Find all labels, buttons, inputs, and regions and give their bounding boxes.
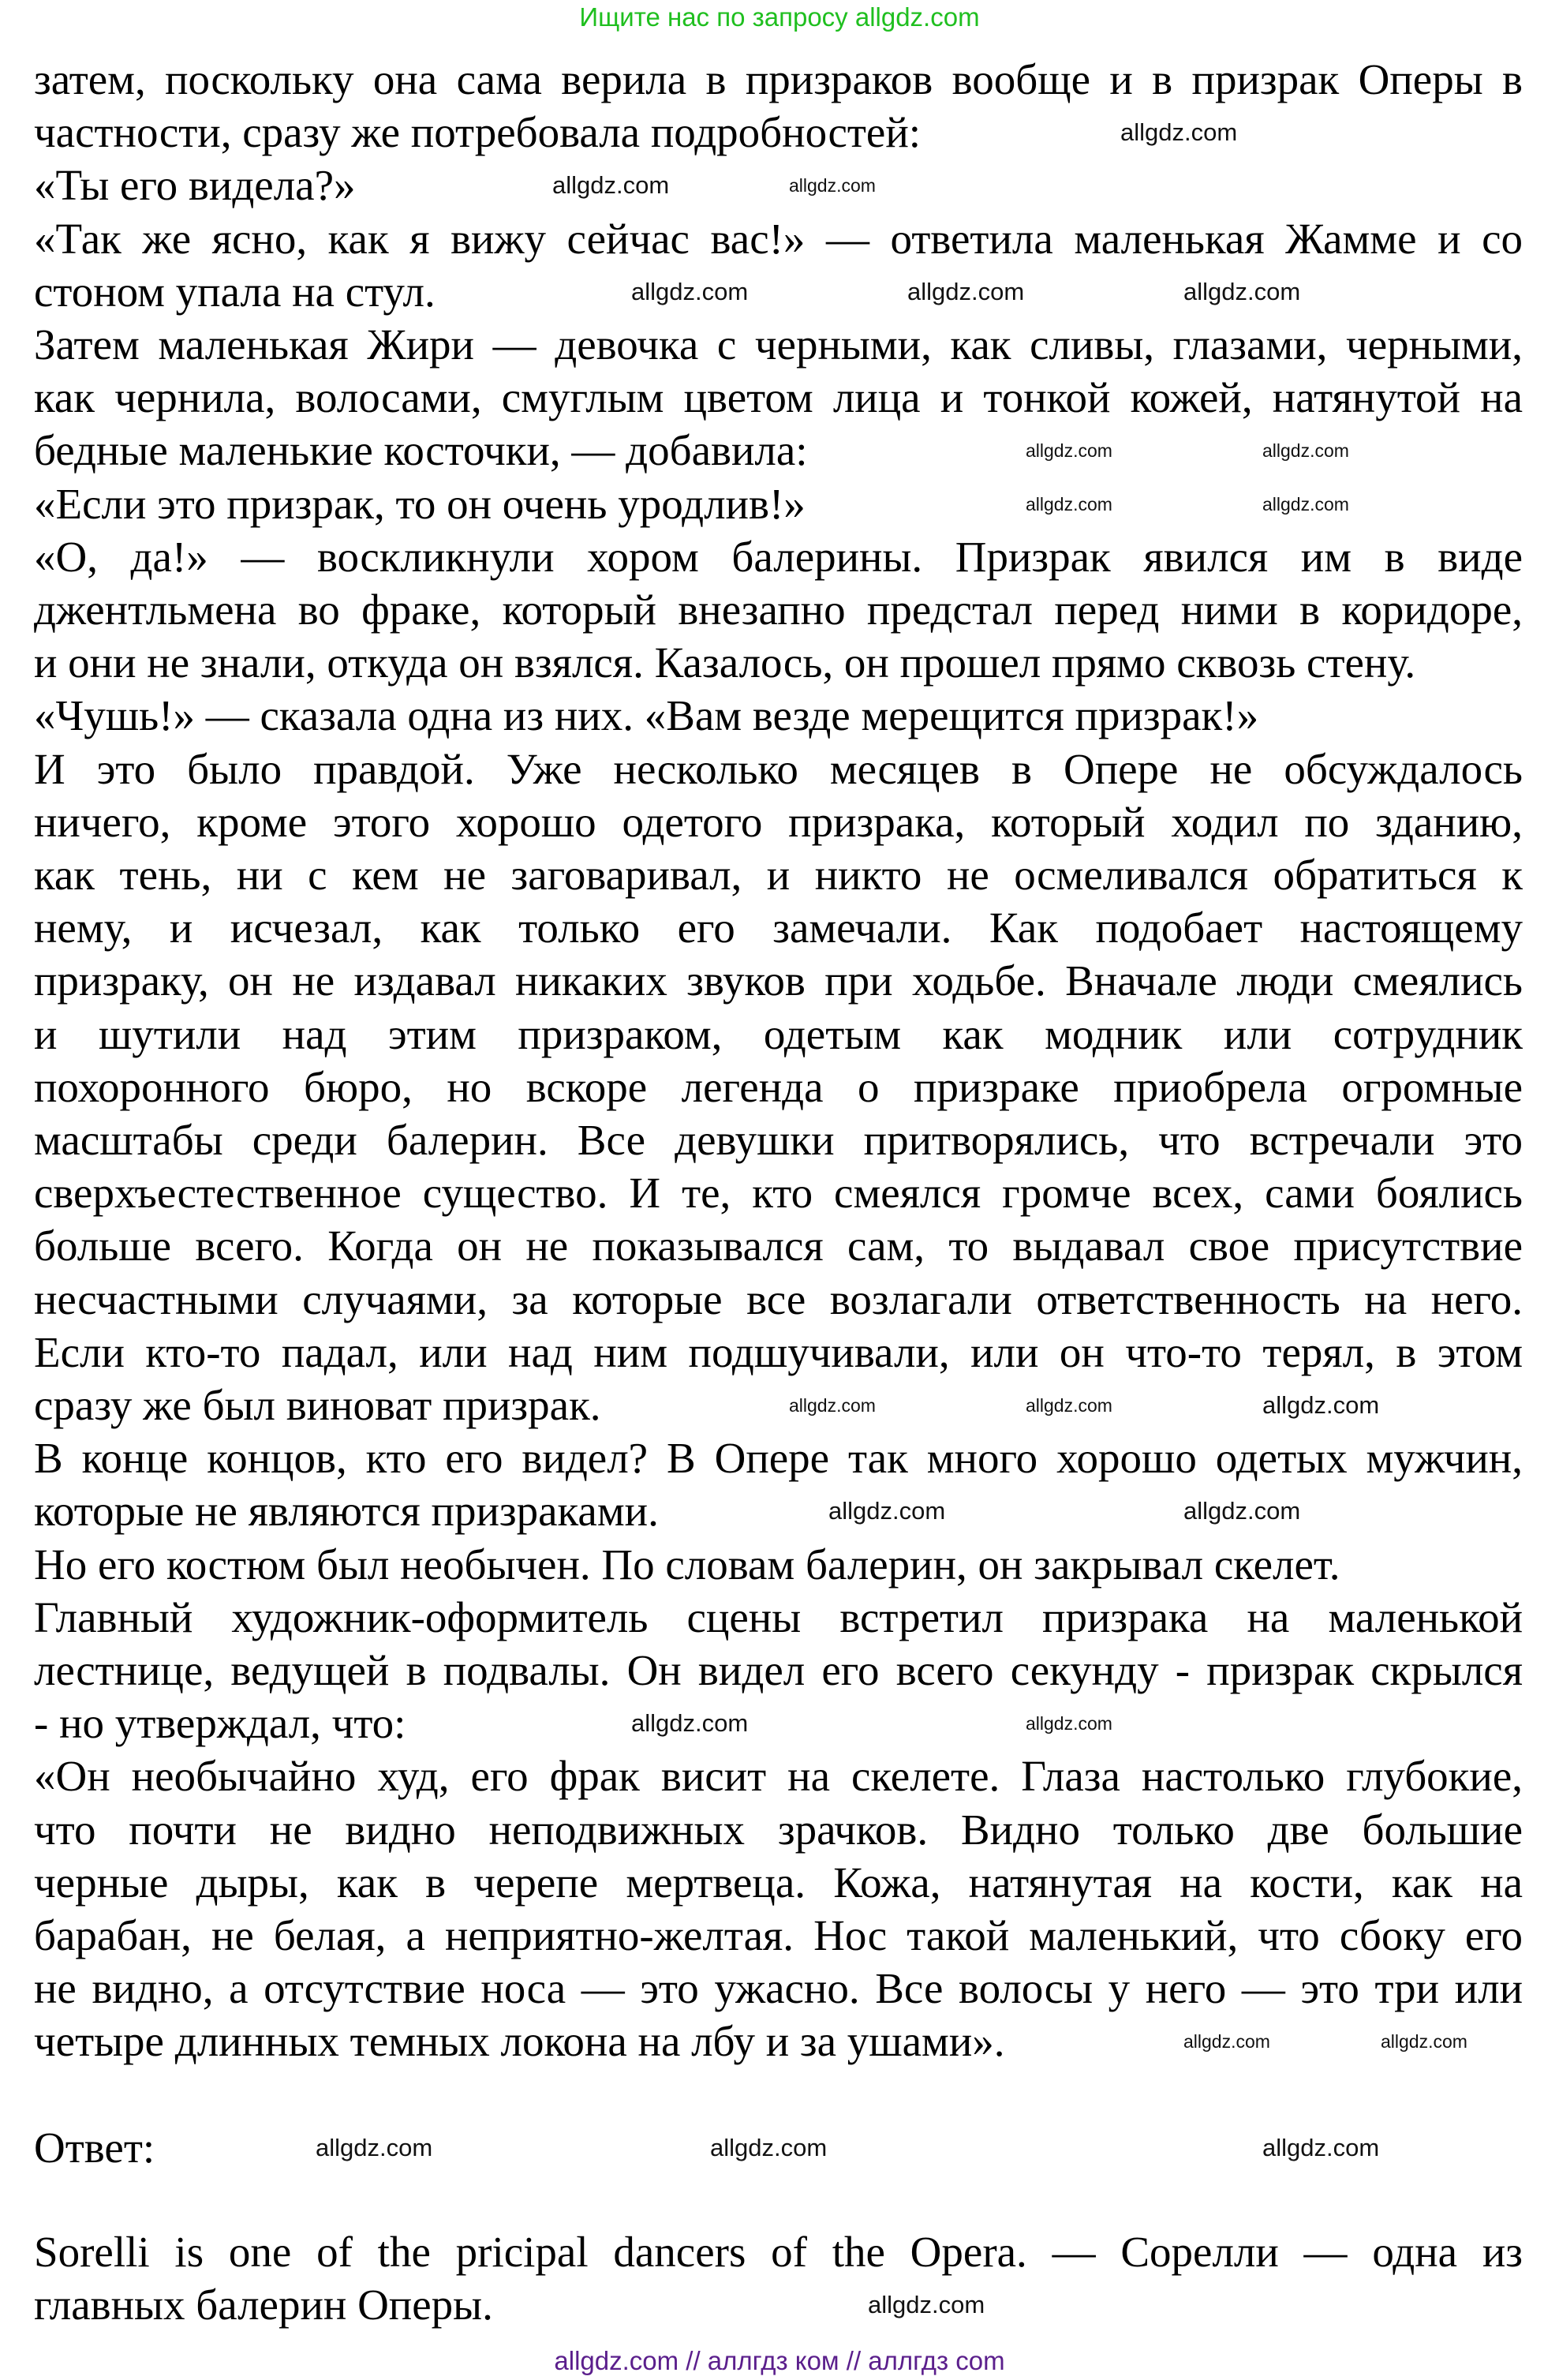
text-line: затем, поскольку она сама верила в призраков вообще и в призрак Оперы в [34,55,1523,103]
text-line: не видно, а отсутствие носа — это ужасно. Все волосы у него — это три или [34,1964,1523,2013]
text-line: стоном упала на стул. [34,267,436,316]
watermark-text: allgdz.com [1262,2134,1380,2161]
watermark-text: allgdz.com [1026,440,1112,462]
text-line: несчастными случаями, за которые все возлагали ответственность на него. [34,1274,1523,1323]
watermark-text: allgdz.com [1262,493,1349,515]
watermark-text: allgdz.com [789,175,876,196]
text-line: «Чушь!» — сказала одна из них. «Вам везде мерещится призрак!» [34,691,1259,740]
site-search-banner: Ищите нас по запросу allgdz.com [579,2,980,32]
text-line: бедные маленькие косточки, — добавила: [34,426,808,475]
text-line: ничего, кроме этого хорошо одетого призрака, который ходил по зданию, [34,797,1523,846]
watermark-text: allgdz.com [1262,1391,1380,1419]
watermark-text: allgdz.com [1026,1395,1112,1416]
watermark-text: allgdz.com [1262,440,1349,462]
text-line: сверхъестественное существо. И те, кто смеялся громче всех, сами боялись [34,1169,1523,1218]
answer-line: Sorelli is one of the pricipal dancers of the Opera. — Сорелли — одна из [34,2228,1523,2276]
watermark-text: allgdz.com [828,1497,946,1525]
watermark-text: allgdz.com [1026,493,1112,515]
watermark-text: allgdz.com [631,1709,749,1738]
text-line: призраку, он не издавал никаких звуков при ходьбе. Вначале люди смеялись [34,956,1523,1005]
text-line: «Если это призрак, то он очень уродлив!» [34,479,806,528]
watermark-text: allgdz.com [710,2134,828,2161]
text-line: «О, да!» — воскликнули хором балерины. Призрак явился им в виде [34,532,1523,581]
watermark-text: allgdz.com [1381,2031,1467,2053]
watermark-text: allgdz.com [1183,277,1301,305]
text-line: частности, сразу же потребовала подробностей: [34,108,922,157]
watermark-text: allgdz.com [1183,1497,1301,1525]
watermark-text: allgdz.com [907,277,1025,305]
text-line: похоронного бюро, но вскоре легенда о призраке приобрела огромные [34,1062,1523,1111]
watermark-text: allgdz.com [552,171,670,200]
text-line: Главный художник-оформитель сцены встретил призрака на маленькой [34,1592,1523,1641]
text-line: черные дыры, как в черепе мертвеца. Кожа, натянутая на кости, как на [34,1858,1523,1907]
text-line: масштабы среди балерин. Все девушки притворялись, что встречали это [34,1116,1523,1164]
text-line: - но утверждал, что: [34,1699,406,1748]
text-line: Но его костюм был необычен. По словам балерин, он закрывал скелет. [34,1540,1340,1589]
watermark-text: allgdz.com [631,277,749,305]
watermark-text: allgdz.com [1026,1713,1112,1734]
watermark-text: allgdz.com [316,2134,433,2161]
text-line: И это было правдой. Уже несколько месяцев в Опере не обсуждалось [34,744,1523,793]
text-line: лестнице, ведущей в подвалы. Он видел его всего секунду - призрак скрылся [34,1646,1523,1694]
watermark-text: allgdz.com [1183,2031,1270,2053]
answer-line: главных балерин Оперы. [34,2281,493,2329]
text-line: «Он необычайно худ, его фрак висит на скелете. Глаза настолько глубокие, [34,1752,1523,1801]
text-line: и шутили над этим призраком, одетым как модник или сотрудник [34,1009,1523,1058]
text-line: как чернила, волосами, смуглым цветом лица и тонкой кожей, натянутой на [34,373,1523,422]
text-line: джентльмена во фраке, который внезапно предстал перед ними в коридоре, [34,586,1523,634]
text-line: четыре длинных темных локона на лбу и за ушами». [34,2017,1005,2066]
answer-label: Ответ: [34,2124,155,2172]
text-line: которые не являются призраками. [34,1487,659,1536]
text-line: как тень, ни с кем не заговаривал, и никто не осмеливался обратиться к [34,851,1523,899]
text-line: В конце концов, кто его видел? В Опере так много хорошо одетых мужчин, [34,1434,1523,1483]
text-line: «Так же ясно, как я вижу сейчас вас!» — ответила маленькая Жамме и со [34,214,1523,263]
text-line: и они не знали, откуда он взялся. Казалось, он прошел прямо сквозь стену. [34,638,1416,687]
watermark-text: allgdz.com [868,2291,985,2318]
text-line: нему, и исчезал, как только его замечали. Как подобает настоящему [34,904,1523,952]
text-line: сразу же был виноват призрак. [34,1381,601,1429]
text-line: «Ты его видела?» [34,161,356,210]
text-line: что почти не видно неподвижных зрачков. Видно только две большие [34,1805,1523,1854]
text-line: барабан, не белая, а неприятно-желтая. Нос такой маленький, что сбоку его [34,1911,1523,1959]
text-line: Если кто-то падал, или над ним подшучивали, или он что-то терял, в этом [34,1327,1523,1376]
watermark-text: allgdz.com [1120,118,1238,147]
text-line: больше всего. Когда он не показывался сам, то выдавал свое присутствие [34,1222,1523,1270]
site-footer: allgdz.com // аллгдз ком // аллгдз com [554,2346,1005,2375]
text-line: Затем маленькая Жири — девочка с черными, как сливы, глазами, черными, [34,320,1523,369]
watermark-text: allgdz.com [789,1395,876,1416]
